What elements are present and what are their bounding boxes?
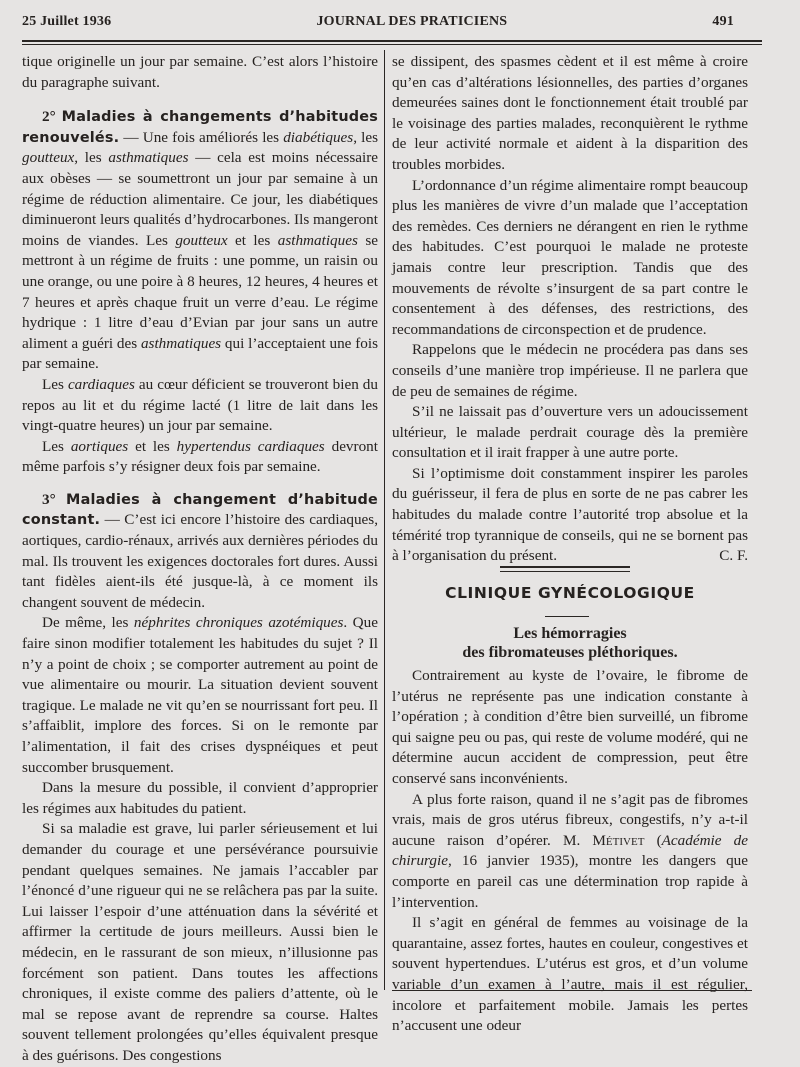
text-run: Les: [42, 375, 68, 393]
clinique-paragraph-2: [392, 790, 748, 914]
italic-term: néphrites chroniques azotémiques: [133, 614, 344, 632]
italic-term: asthmatiques: [140, 334, 222, 352]
nephrites-paragraph: [22, 613, 378, 778]
right-paragraph-2: L’ordonnance d’un régime alimentaire rompt beaucoup plus les manières de vivre d’un malade que l’acceptation des remèdes. Ces derniers ne dérangent en rien le rythme des habitudes. C’est pourquoi le malade ne proteste jamais contre leur prescription. Tandis que des mouvements de révolte s’insurgent de sa part contre le consentement à des défenses, des restrictions, des recommandations de circonspection et de prudence.: [392, 176, 748, 338]
section-2-paragraph: [22, 107, 378, 375]
article-title-line-1: Les hémorragies: [513, 625, 627, 642]
article-title-line-2: des fibromateuses pléthoriques.: [462, 644, 678, 661]
italic-term: cardiaques: [67, 375, 135, 393]
aortiques-paragraph: [22, 437, 378, 478]
text-run: , les: [74, 149, 109, 167]
right-paragraph-3: Rappelons que le médecin ne procédera pas dans ses conseils d’une manière trop impérieuse. Il ne parlera que de peu de semaines de régime.: [392, 341, 748, 400]
short-rule: [545, 616, 589, 617]
running-header: [22, 14, 734, 30]
header-page-number: 491: [712, 14, 734, 29]
text-run: — cela est moins nécessaire aux obèses — se soumettront un jour par semaine à un régime de réduction alimentaire. Ce jour, les diabétiques diminueront leurs qualités d’hydrocarbones. Ils mangeront moins de viandes. Les: [22, 149, 379, 249]
text-run: — C’est ici encore l’histoire des cardiaques, aortiques, cardio-rénaux, arrivés aux dernières périodes du mal. Ils trouvent les exigences doctorales fort dures. Aussi tant fidèles aient-ils été jusque-là, à ce moment ils changent souvent de médecin.: [22, 511, 378, 611]
signature: C. F.: [719, 547, 748, 565]
clinique-paragraph-1: Contrairement au kyste de l’ovaire, le fibrome de l’utérus ne représente pas une indication constante à l’opération ; à condition d’être bien surveillé, un fibrome qui saigne peu ou pas, qui reste de volume modéré, qui ne détermine aucun accident de compression, peut être conservé sans inconvénients.: [392, 667, 748, 787]
left-paragraph-1: tique originelle un jour par semaine. C’est alors l’histoire du paragraphe suivant.: [22, 53, 378, 91]
author-name: Métivet: [592, 831, 645, 849]
text-run: se mettront à un régime de fruits : une pomme, un raisin ou une orange, ou une poire à 8 heures, 12 heures, 4 heures et 7 heures et après chaque fruit un verre d’eau. Le régime hydrique : 1 litre d’eau d’Evian par jour sans un autre aliment a guéri des: [22, 231, 378, 352]
left-paragraph-maladie-grave: Si sa maladie est grave, lui parler sérieusement et lui demander du courage et une persévérance poursuivie pendant quelques semaines. Ne jamais l’accabler par l’énoncé d’une rigueur qui ne se relâchera pas par la suite. Lui laisser l’espoir d’une atténuation dans la sévérité et affirmer la certitude de jours meilleurs. Aussi bien le médecin, en le rassurant de son mieux, n’illusionne pas forcément son patient. Dans toutes les affections chroniques, il existe comme des paliers d’attente, où le mal se repose avant de reprendre sa course. Haltes souvent tellement prolongées qu’elles équivalent presque à des guérisons. Des congestions: [22, 820, 378, 1064]
right-paragraph-5: [392, 464, 748, 567]
text-run: Si l’optimisme doit constamment inspirer les paroles du guérisseur, il fera de plus en sorte de ne pas cabrer les habitudes du malade contre l’autorité trop absolue et la témérité trop tyrannique de conseils, qui ne se bornent pas à l’organisation du présent.: [392, 464, 748, 565]
left-paragraph-mesure: Dans la mesure du possible, il convient d’approprier les régimes aux habitudes du patient.: [22, 779, 378, 817]
section-2-number: 2°: [42, 108, 62, 126]
right-column: [392, 52, 748, 567]
text-run: — Une fois améliorés les: [119, 128, 284, 146]
section-ornament-rule-thin: [500, 571, 630, 572]
section-3-number: 3°: [42, 490, 67, 508]
text-run: et les: [128, 437, 177, 455]
text-run: , 16 janvier 1935), montre les dangers que comporte en pareil cas une détermination trop rapide à l’intervention.: [392, 852, 748, 911]
right-paragraph-1: se dissipent, des spasmes cèdent et il est même à croire qu’en cas d’altérations lésionnelles, des parties d’organes demeurées saines dont le fonctionnement était troublé par le voisinage des parties malades, reconquièrent le rythme de leur activité normale et aident à la disparition des troubles morbides.: [392, 53, 748, 173]
text-run: Les: [42, 437, 71, 455]
section-heading: CLINIQUE GYNÉCOLOGIQUE: [445, 584, 695, 602]
section-ornament-rule: [500, 566, 630, 568]
section-3-paragraph: [22, 490, 378, 614]
text-run: (: [644, 831, 662, 849]
header-rule: [22, 40, 762, 42]
right-paragraph-4: S’il ne laissait pas d’ouverture vers un adoucissement ultérieur, le malade perdrait courage dès la première consultation et il irait frapper à une autre porte.: [392, 403, 748, 462]
left-column: [22, 52, 378, 1067]
text-run: qui l’acceptaient une fois par semaine.: [22, 334, 378, 373]
text-run: et les: [227, 231, 278, 249]
cardiaques-paragraph: [22, 375, 378, 437]
italic-term: hypertendus cardiaques: [176, 437, 325, 455]
footer-rule: [392, 990, 752, 991]
column-divider: [384, 50, 385, 990]
article-title: [392, 624, 748, 662]
text-run: , les: [353, 128, 379, 146]
text-run: De même, les: [42, 614, 134, 632]
text-run: A plus forte raison, quand il ne s’agit pas de fibromes vrais, mais de gros utérus fibreux, congestifs, n’y a-t-il aucune raison d’opérer. M.: [392, 790, 748, 849]
header-date: 25 Juillet 1936: [22, 14, 112, 29]
text-run: au cœur déficient se trouveront bien du repos au lit et du régime lacté (1 litre de lait dans les vingt-quatre heures) un jour par semaine.: [22, 375, 378, 435]
italic-term: asthmatiques: [277, 231, 358, 249]
clinique-paragraph-3: Il s’agit en général de femmes au voisinage de la quarantaine, assez fortes, hautes en couleur, congestives et souvent hypertendues. L’utérus est gros, et d’un volume variable d’un examen à l’autre, mais il est régulier, incolore et parfaitement mobile. Jamais les pertes n’accusent une odeur: [392, 914, 748, 1035]
italic-term: goutteux: [175, 231, 228, 249]
italic-term: asthmatiques: [108, 149, 189, 167]
text-run: . Que faire sinon modifier totalement les habitudes du sujet ? Il n’y a point de choix ; se comporter autrement au point de vue alimentaire ou mourir. La situation devient souvent tragique. Le malade ne vit qu’en se nourrissant fort peu. Il s’affaiblit, implore des forces. Si on le remonte par l’alimentation, il fait des crises dyspnéiques et peut succomber brusquement.: [22, 614, 378, 776]
section-2-title: Maladies à changements d’habitudes renouvelés.: [22, 109, 378, 146]
italic-term: aortiques: [70, 437, 129, 455]
italic-term: diabétiques: [283, 128, 354, 146]
italic-term: goutteux: [22, 149, 75, 167]
italic-term: Académie de chirurgie: [392, 831, 748, 870]
header-journal-title: JOURNAL DES PRATICIENS: [316, 14, 508, 29]
header-rule-thin: [22, 44, 762, 45]
section-3-title: Maladies à changement d’habitude constant.: [22, 491, 378, 529]
text-run: devront même parfois s’y résigner deux fois par semaine.: [22, 437, 378, 476]
clinique-column: [392, 666, 748, 1037]
